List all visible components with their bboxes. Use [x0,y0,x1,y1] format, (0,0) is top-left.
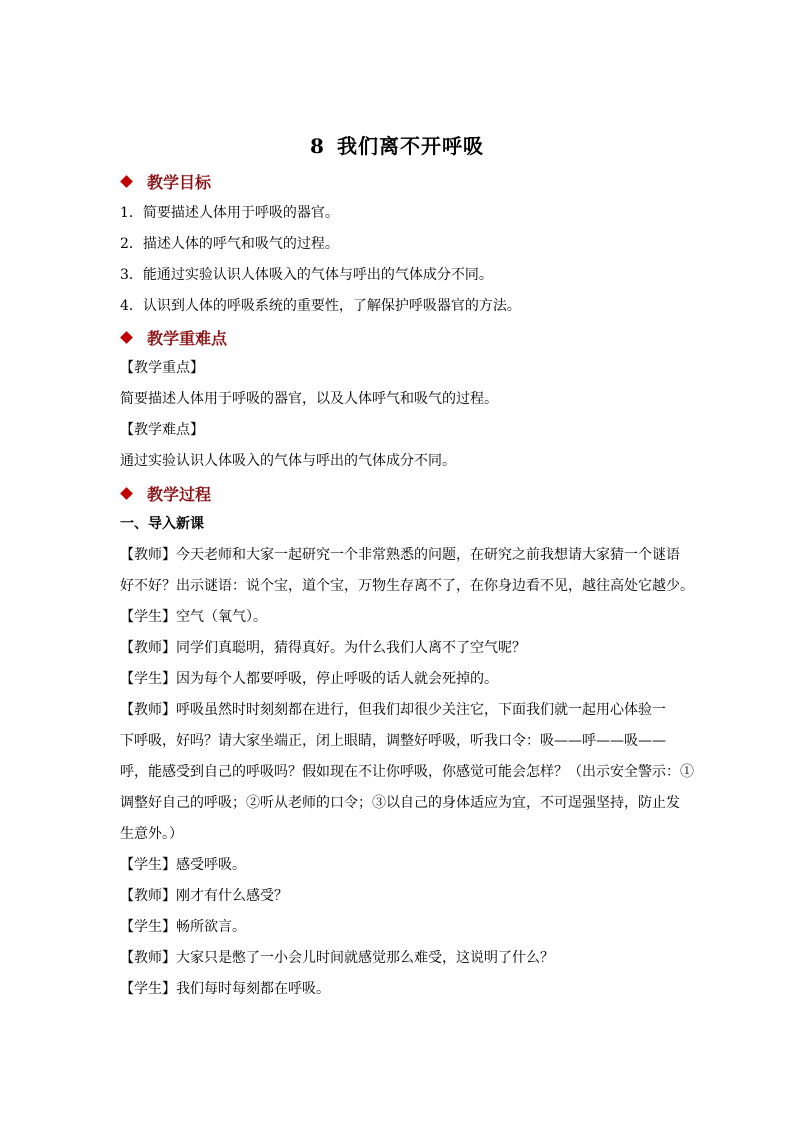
difficulty-label: 【教学难点】 [120,422,204,438]
subheading-intro: 一、导入新课 [120,516,204,532]
dialogue-line: 【学生】畅所欲言。 [120,919,246,935]
objective-item: 3．能通过实验认识人体吸入的气体与呼出的气体成分不同。 [120,267,493,283]
dialogue-line: 下呼吸，好吗？请大家坐端正，闭上眼睛，调整好呼吸，听我口令：吸——呼——吸—— [120,733,666,749]
focus-text: 简要描述人体用于呼吸的器官，以及人体呼气和吸气的过程。 [120,391,498,407]
diamond-bullet-icon [120,487,133,500]
section-heading-keypoints [120,326,227,349]
objective-item: 1．简要描述人体用于呼吸的器官。 [120,205,339,221]
focus-label: 【教学重点】 [120,360,204,376]
dialogue-line: 呼，能感受到自己的呼吸吗？假如现在不让你呼吸，你感觉可能会怎样？（出示安全警示：① [120,764,694,780]
section-heading-text: 教学过程 [147,485,212,504]
dialogue-line: 【教师】刚才有什么感受？ [120,888,288,904]
dialogue-line: 调整好自己的呼吸；②听从老师的口令；③以自己的身体适应为宜，不可逞强坚持，防止发 [120,795,680,811]
objective-item: 2．描述人体的呼气和吸气的过程。 [120,236,339,252]
difficulty-text: 通过实验认识人体吸入的气体与呼出的气体成分不同。 [120,453,456,469]
dialogue-line: 【学生】感受呼吸。 [120,857,246,873]
dialogue-line: 生意外。） [120,826,183,842]
section-heading-text: 教学重难点 [147,329,228,348]
section-heading-text: 教学目标 [147,173,212,192]
dialogue-line: 【教师】同学们真聪明，猜得真好。为什么我们人离不了空气呢？ [120,640,526,656]
diamond-bullet-icon [120,331,133,344]
dialogue-line: 好不好？出示谜语：说个宝，道个宝，万物生存离不了，在你身边看不见，越往高处它越少。 [120,578,694,594]
lesson-title [0,130,794,159]
objective-item: 4．认识到人体的呼吸系统的重要性，了解保护呼吸器官的方法。 [120,298,521,314]
dialogue-line: 【学生】因为每个人都要呼吸，停止呼吸的话人就会死掉的。 [120,671,498,687]
dialogue-line: 【学生】我们每时每刻都在呼吸。 [120,981,330,997]
section-heading-objectives [120,170,211,193]
lesson-number: 8 [310,134,325,158]
lesson-title-text: 我们离不开呼吸 [336,134,484,158]
dialogue-line: 【教师】呼吸虽然时时刻刻都在进行，但我们却很少关注它，下面我们就一起用心体验一 [120,702,666,718]
dialogue-line: 【教师】今天老师和大家一起研究一个非常熟悉的问题，在研究之前我想请大家猜一个谜语 [120,547,680,563]
diamond-bullet-icon [120,175,133,188]
dialogue-line: 【教师】大家只是憋了一小会儿时间就感觉那么难受，这说明了什么？ [120,950,554,966]
section-heading-process [120,482,211,505]
dialogue-line: 【学生】空气（氧气）。 [120,609,267,625]
